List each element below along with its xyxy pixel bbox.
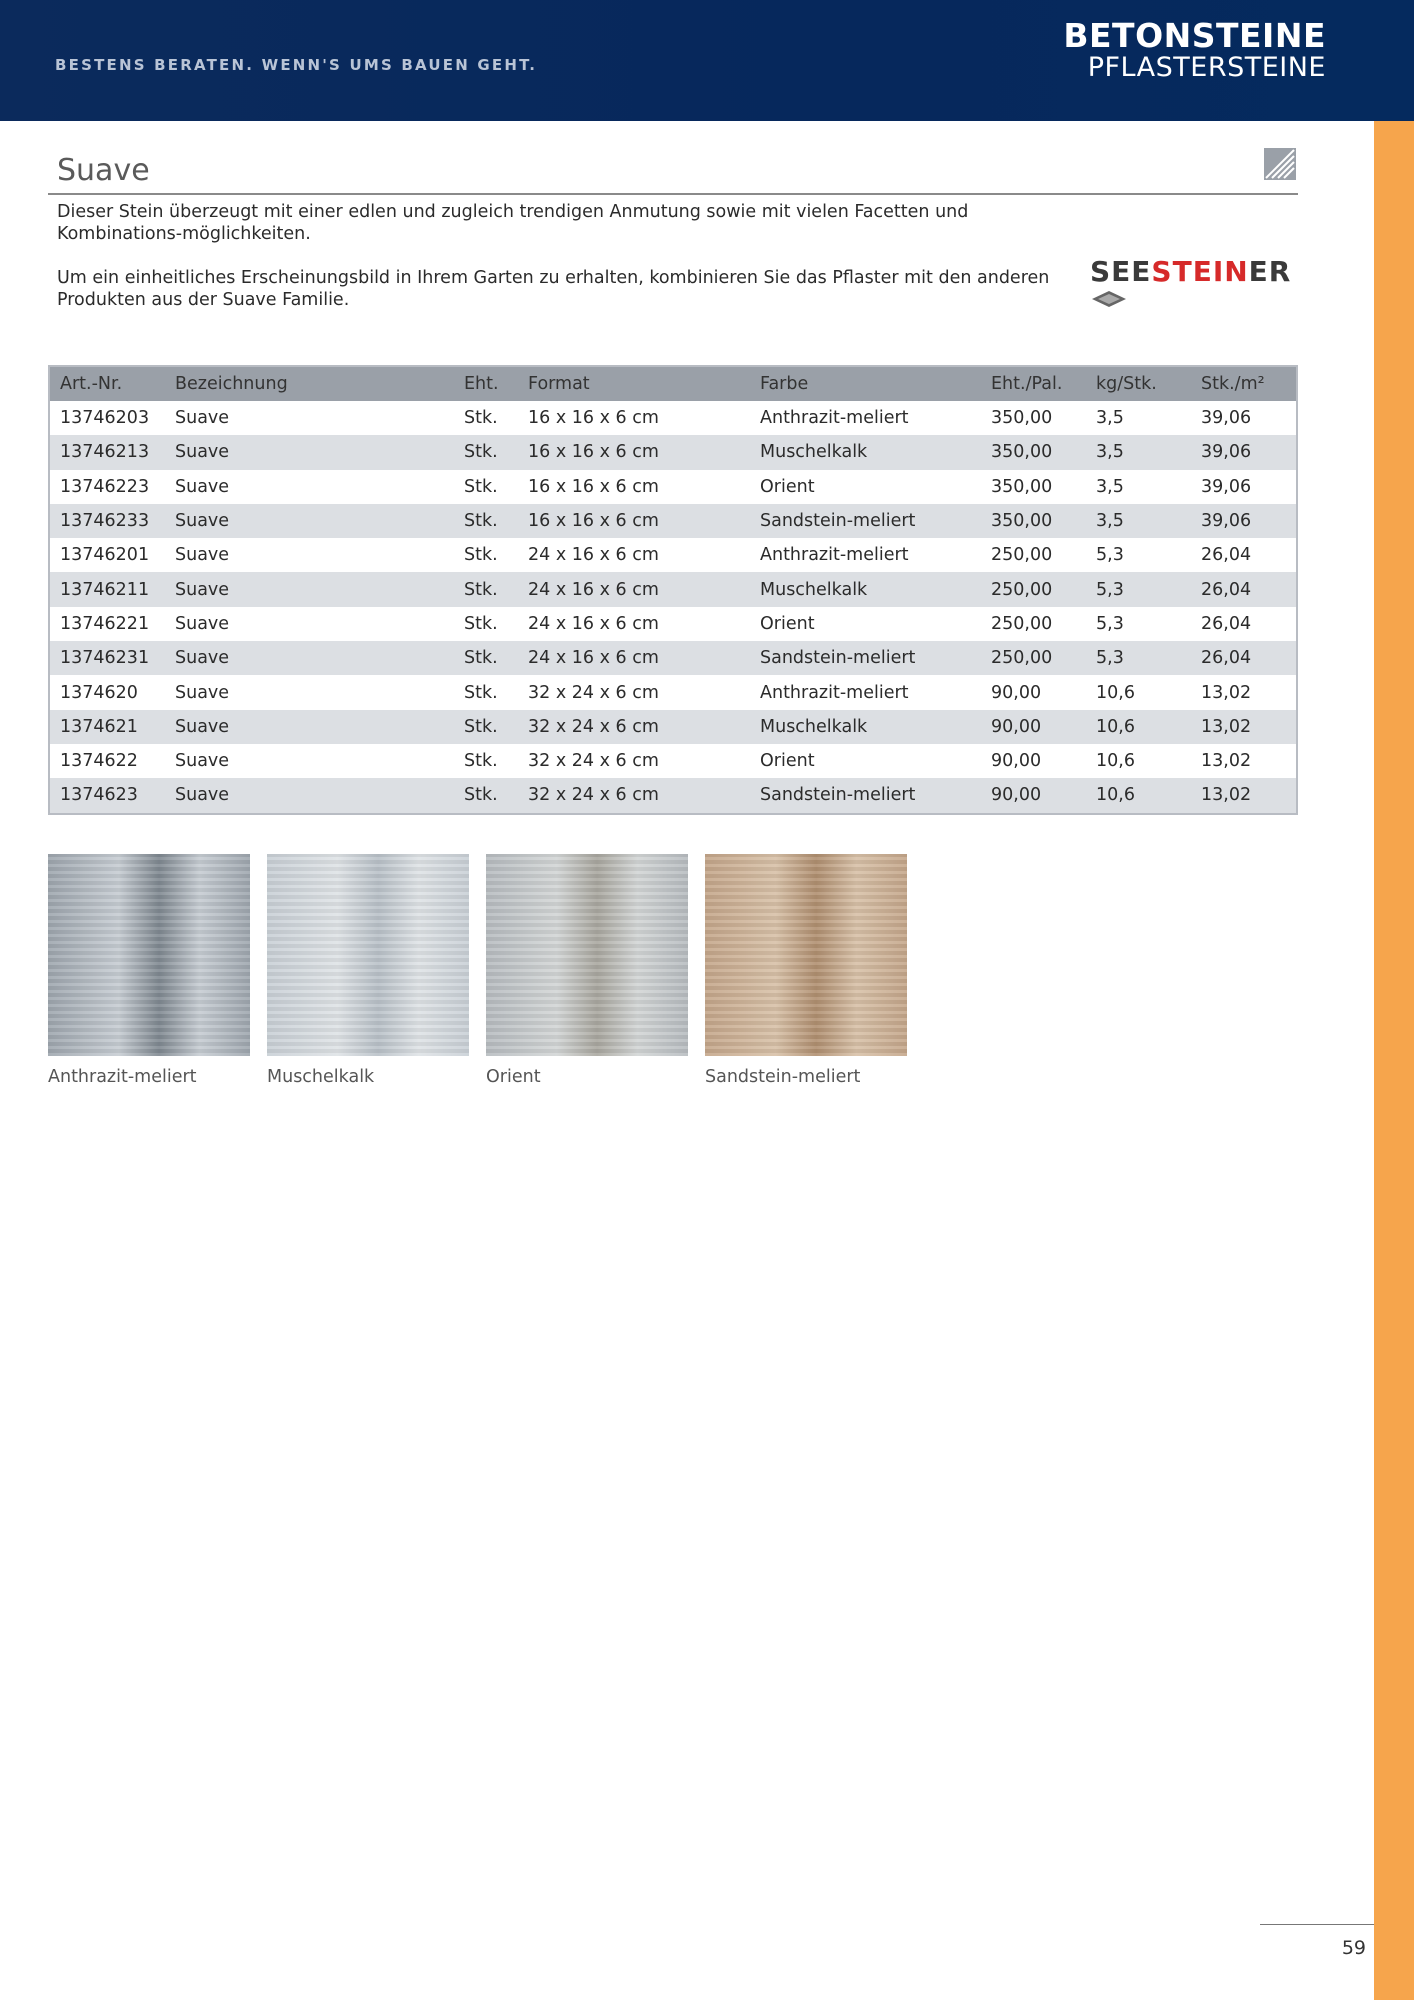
cell-eht: Stk. (454, 435, 518, 469)
cell-bezeichnung: Suave (165, 744, 454, 778)
cell-eht: Stk. (454, 538, 518, 572)
orange-side-bar (1374, 121, 1414, 2000)
subcategory-title: PFLASTERSTEINE (1087, 52, 1326, 83)
cell-farbe: Anthrazit-meliert (750, 675, 981, 709)
cell-art-nr: 1374620 (49, 675, 165, 709)
swatch-image (48, 854, 250, 1056)
table-row (49, 744, 1297, 778)
cell-farbe: Muschelkalk (750, 710, 981, 744)
swatch-label: Anthrazit-meliert (48, 1067, 197, 1087)
cell-eht-pal: 250,00 (981, 538, 1086, 572)
cell-bezeichnung: Suave (165, 401, 454, 435)
table-row (49, 710, 1297, 744)
cell-format: 32 x 24 x 6 cm (518, 710, 750, 744)
cell-farbe: Orient (750, 744, 981, 778)
logo-part-2: STEIN (1151, 255, 1249, 288)
cell-stk-m2: 13,02 (1191, 778, 1297, 813)
header-art-nr: Art.-Nr. (49, 366, 165, 401)
cell-bezeichnung: Suave (165, 572, 454, 606)
swatch-label: Sandstein-meliert (705, 1067, 861, 1087)
cell-eht: Stk. (454, 607, 518, 641)
cell-art-nr: 13746223 (49, 470, 165, 504)
cell-kg-stk: 10,6 (1086, 710, 1191, 744)
table-row (49, 470, 1297, 504)
cell-stk-m2: 26,04 (1191, 641, 1297, 675)
swatch-label: Orient (486, 1067, 541, 1087)
cell-stk-m2: 26,04 (1191, 572, 1297, 606)
title-divider (48, 193, 1298, 195)
description-paragraph-1: Dieser Stein überzeugt mit einer edlen und zugleich trendigen Anmutung sowie mit vielen Facetten und Kombinations-möglichkeiten. (57, 202, 969, 244)
header-bezeichnung: Bezeichnung (165, 366, 454, 401)
product-title: Suave (57, 153, 150, 188)
cell-art-nr: 13746211 (49, 572, 165, 606)
cell-stk-m2: 39,06 (1191, 504, 1297, 538)
cell-eht: Stk. (454, 504, 518, 538)
logo-stone-icon (1092, 289, 1126, 309)
page-number: 59 (1341, 1937, 1366, 1959)
cell-farbe: Orient (750, 607, 981, 641)
cell-eht: Stk. (454, 641, 518, 675)
cell-format: 24 x 16 x 6 cm (518, 641, 750, 675)
cell-stk-m2: 39,06 (1191, 435, 1297, 469)
cell-eht-pal: 250,00 (981, 641, 1086, 675)
seesteiner-logo (1090, 255, 1296, 295)
cell-art-nr: 13746213 (49, 435, 165, 469)
cell-art-nr: 13746201 (49, 538, 165, 572)
cell-farbe: Sandstein-meliert (750, 641, 981, 675)
cell-stk-m2: 39,06 (1191, 470, 1297, 504)
cell-farbe: Anthrazit-meliert (750, 401, 981, 435)
cell-format: 32 x 24 x 6 cm (518, 675, 750, 709)
logo-part-1: SEE (1090, 255, 1152, 288)
header-band (0, 0, 1414, 121)
cell-art-nr: 1374621 (49, 710, 165, 744)
cell-art-nr: 1374623 (49, 778, 165, 813)
header-slogan: BESTENS BERATEN. WENN'S UMS BAUEN GEHT. (55, 56, 538, 74)
cell-kg-stk: 3,5 (1086, 401, 1191, 435)
cell-eht-pal: 90,00 (981, 675, 1086, 709)
cell-bezeichnung: Suave (165, 675, 454, 709)
cell-farbe: Orient (750, 470, 981, 504)
table-row (49, 641, 1297, 675)
cell-eht-pal: 350,00 (981, 401, 1086, 435)
header-kg-stk: kg/Stk. (1086, 366, 1191, 401)
cell-eht-pal: 350,00 (981, 435, 1086, 469)
category-title: BETONSTEINE (1063, 16, 1326, 55)
cell-bezeichnung: Suave (165, 504, 454, 538)
swatch-image (705, 854, 907, 1056)
cell-art-nr: 13746233 (49, 504, 165, 538)
cell-format: 24 x 16 x 6 cm (518, 607, 750, 641)
product-description (57, 201, 1067, 333)
cell-kg-stk: 5,3 (1086, 538, 1191, 572)
cell-bezeichnung: Suave (165, 538, 454, 572)
cell-format: 24 x 16 x 6 cm (518, 572, 750, 606)
cell-stk-m2: 26,04 (1191, 538, 1297, 572)
header-eht-pal: Eht./Pal. (981, 366, 1086, 401)
cell-art-nr: 13746221 (49, 607, 165, 641)
cell-bezeichnung: Suave (165, 710, 454, 744)
cell-format: 16 x 16 x 6 cm (518, 435, 750, 469)
cell-format: 16 x 16 x 6 cm (518, 504, 750, 538)
cell-kg-stk: 3,5 (1086, 435, 1191, 469)
cell-eht: Stk. (454, 710, 518, 744)
logo-part-3: ER (1248, 255, 1292, 288)
description-paragraph-2: Um ein einheitliches Erscheinungsbild in Ihrem Garten zu erhalten, kombinieren Sie das Pflaster mit den anderen Produkten aus der Suave Familie. (57, 268, 1050, 310)
cell-farbe: Sandstein-meliert (750, 504, 981, 538)
header-stk-m2: Stk./m² (1191, 366, 1297, 401)
cell-farbe: Muschelkalk (750, 435, 981, 469)
swatch-label: Muschelkalk (267, 1067, 375, 1087)
product-spec-table (48, 365, 1298, 815)
header-format: Format (518, 366, 750, 401)
cell-format: 32 x 24 x 6 cm (518, 744, 750, 778)
cell-format: 32 x 24 x 6 cm (518, 778, 750, 813)
swatch-image (267, 854, 469, 1056)
table-row (49, 675, 1297, 709)
header-eht: Eht. (454, 366, 518, 401)
table-row (49, 607, 1297, 641)
cell-eht-pal: 90,00 (981, 778, 1086, 813)
cell-farbe: Muschelkalk (750, 572, 981, 606)
cell-eht-pal: 250,00 (981, 572, 1086, 606)
cell-kg-stk: 5,3 (1086, 572, 1191, 606)
cell-kg-stk: 3,5 (1086, 470, 1191, 504)
cell-eht-pal: 250,00 (981, 607, 1086, 641)
cell-kg-stk: 5,3 (1086, 641, 1191, 675)
cell-format: 24 x 16 x 6 cm (518, 538, 750, 572)
footer-divider (1260, 1924, 1374, 1925)
table-row (49, 401, 1297, 435)
cell-kg-stk: 10,6 (1086, 744, 1191, 778)
cell-stk-m2: 13,02 (1191, 744, 1297, 778)
cell-format: 16 x 16 x 6 cm (518, 401, 750, 435)
cell-art-nr: 1374622 (49, 744, 165, 778)
cell-bezeichnung: Suave (165, 778, 454, 813)
cell-kg-stk: 10,6 (1086, 675, 1191, 709)
cell-kg-stk: 10,6 (1086, 778, 1191, 813)
cell-eht: Stk. (454, 778, 518, 813)
table-row (49, 572, 1297, 606)
cell-eht: Stk. (454, 572, 518, 606)
header-farbe: Farbe (750, 366, 981, 401)
cell-eht: Stk. (454, 675, 518, 709)
cell-bezeichnung: Suave (165, 607, 454, 641)
cell-farbe: Anthrazit-meliert (750, 538, 981, 572)
cell-farbe: Sandstein-meliert (750, 778, 981, 813)
cell-bezeichnung: Suave (165, 435, 454, 469)
cell-bezeichnung: Suave (165, 470, 454, 504)
table-row (49, 435, 1297, 469)
cell-art-nr: 13746203 (49, 401, 165, 435)
cell-bezeichnung: Suave (165, 641, 454, 675)
stairs-icon (1264, 148, 1296, 180)
table-row (49, 538, 1297, 572)
cell-stk-m2: 26,04 (1191, 607, 1297, 641)
cell-stk-m2: 39,06 (1191, 401, 1297, 435)
cell-eht-pal: 350,00 (981, 470, 1086, 504)
cell-eht: Stk. (454, 470, 518, 504)
cell-stk-m2: 13,02 (1191, 675, 1297, 709)
table-row (49, 778, 1297, 813)
table-row (49, 504, 1297, 538)
cell-eht: Stk. (454, 744, 518, 778)
cell-eht-pal: 90,00 (981, 744, 1086, 778)
cell-eht-pal: 90,00 (981, 710, 1086, 744)
swatch-image (486, 854, 688, 1056)
cell-art-nr: 13746231 (49, 641, 165, 675)
cell-format: 16 x 16 x 6 cm (518, 470, 750, 504)
cell-stk-m2: 13,02 (1191, 710, 1297, 744)
cell-eht-pal: 350,00 (981, 504, 1086, 538)
cell-eht: Stk. (454, 401, 518, 435)
cell-kg-stk: 5,3 (1086, 607, 1191, 641)
table-header-row (49, 366, 1297, 401)
cell-kg-stk: 3,5 (1086, 504, 1191, 538)
